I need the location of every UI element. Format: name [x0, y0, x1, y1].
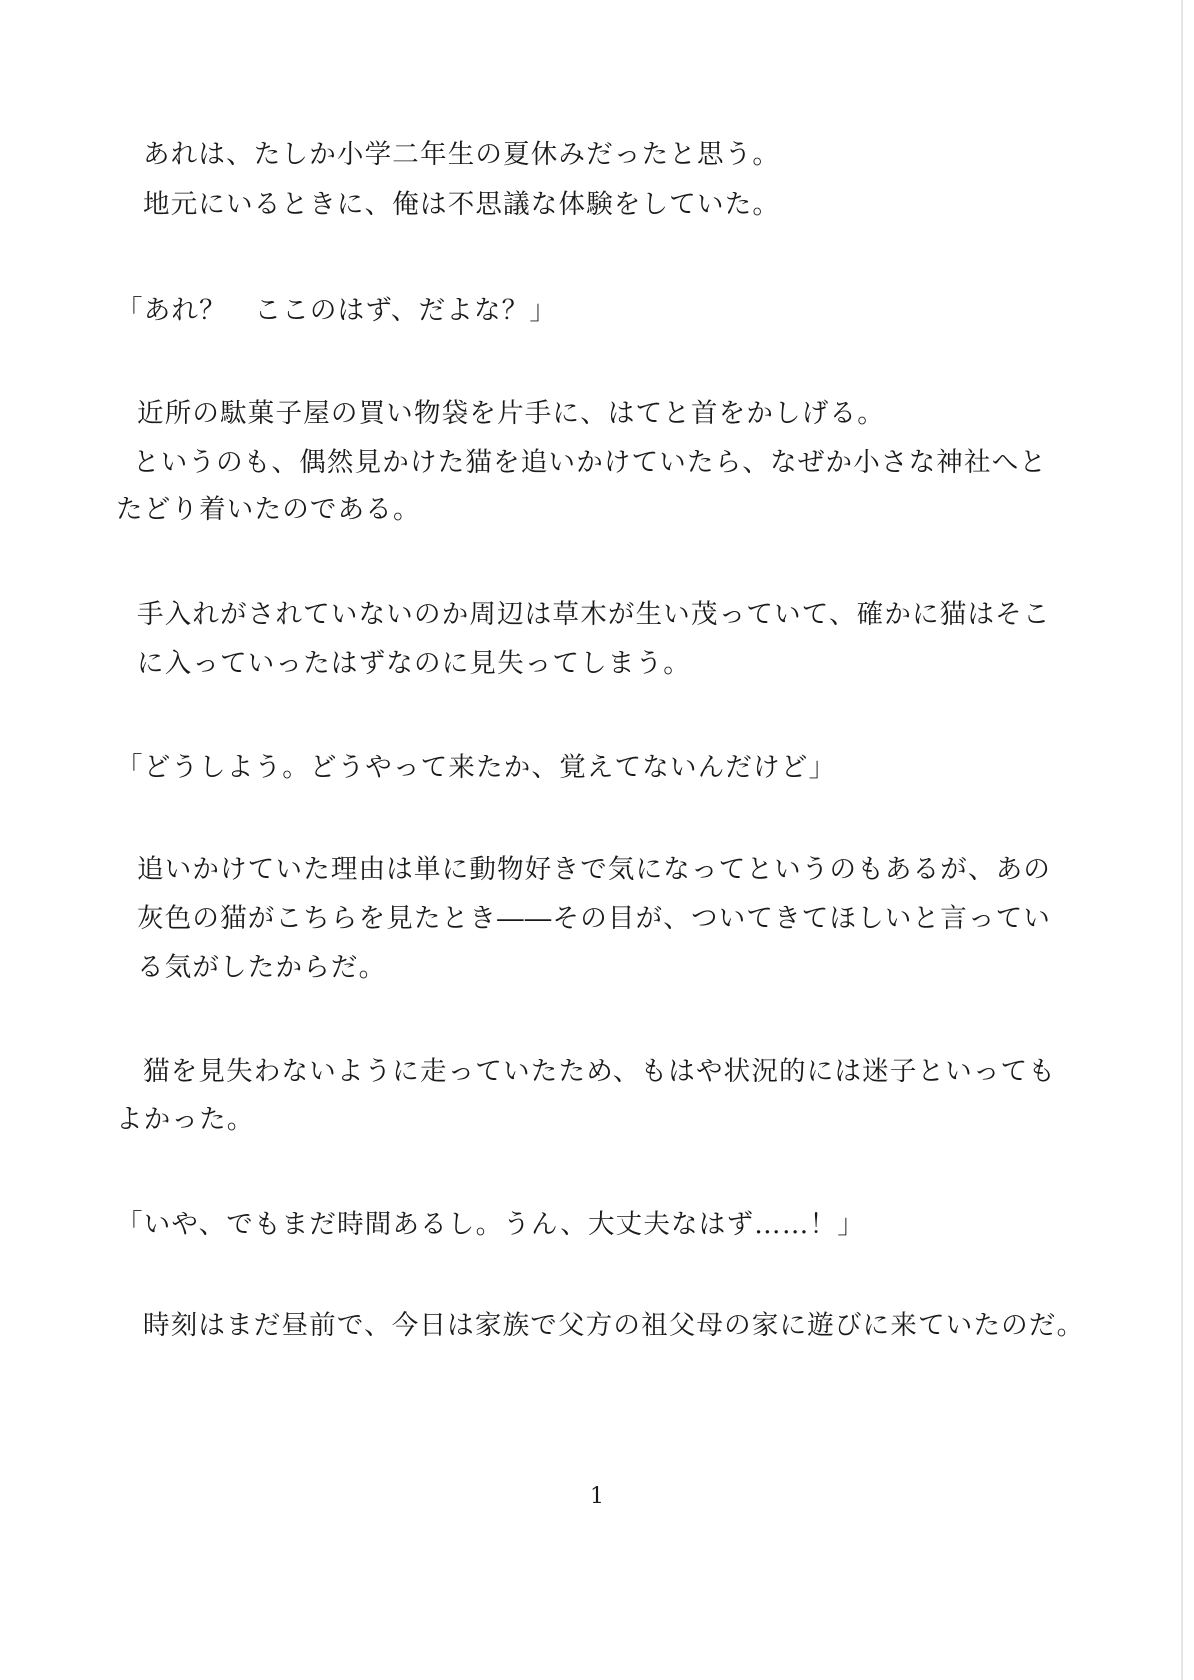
body-line: 近所の駄菓子屋の買い物袋を片手に、はてと首をかしげる。 — [137, 398, 885, 429]
body-line: よかった。 — [116, 1104, 255, 1135]
body-line: 時刻はまだ昼前で、今日は家族で父方の祖父母の家に遊びに来ていたのだ。 — [143, 1310, 1085, 1341]
body-line: というのも、偶然見かけた猫を追いかけていたら、なぜか小さな神社へと — [133, 447, 1048, 478]
body-line: あれは、たしか小学二年生の夏休みだったと思う。 — [143, 139, 781, 170]
body-line: に入っていったはずなのに見失ってしまう。 — [137, 648, 691, 679]
dialogue-line: 「どうしよう。どうやって来たか、覚えてないんだけど」 — [116, 752, 837, 783]
page-edge-divider — [1181, 0, 1183, 1680]
body-line: る気がしたからだ。 — [137, 952, 387, 983]
body-line: 灰色の猫がこちらを見たとき――その目が、ついてきてほしいと言ってい — [137, 903, 1052, 934]
dialogue-line: 「あれ？ ここのはず、だよな？」 — [116, 295, 558, 326]
body-line: 猫を見失わないように走っていたため、もはや状況的には迷子といっても — [143, 1056, 1057, 1087]
body-line: 地元にいるときに、俺は不思議な体験をしていた。 — [143, 189, 781, 220]
body-line: たどり着いたのである。 — [116, 494, 421, 525]
dialogue-line: 「いや、でもまだ時間あるし。うん、大丈夫なはず……！」 — [116, 1209, 865, 1240]
body-line: 追いかけていた理由は単に動物好きで気になってというのもあるが、あの — [137, 854, 1052, 885]
body-line: 手入れがされていないのか周辺は草木が生い茂っていて、確かに猫はそこ — [137, 599, 1051, 630]
page-number: 1 — [590, 1484, 604, 1509]
